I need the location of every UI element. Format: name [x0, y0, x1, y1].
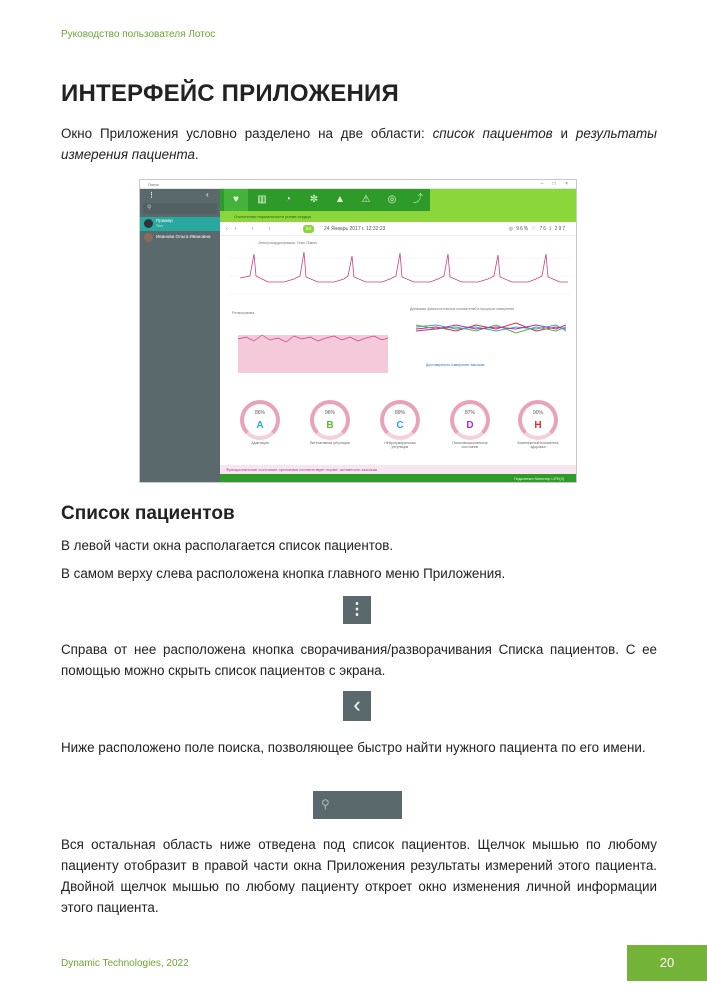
avatar [144, 233, 153, 242]
chevron-left-icon: ‹ [353, 692, 361, 717]
reliability-note: Достоверность измерения: высокая [426, 363, 485, 367]
collapse-list-button [343, 691, 371, 721]
patient-sub: Тест [156, 224, 164, 228]
patient-item[interactable] [140, 231, 220, 245]
gauge-b: 96% B Вегетативная регуляция [308, 400, 352, 445]
ecg-title: Электрокардиограмма. Темп 25мм/с [258, 241, 318, 245]
vitals-summary: ◎ 96% ♡ 76 ⟟ 297 [508, 226, 566, 232]
section-header: Отклонения нормальности ритма сердца [220, 211, 577, 222]
window-titlebar [140, 180, 577, 189]
gauge-d: 87% D Психоэмоциональное состояние [448, 400, 492, 449]
gauge-h: 90% H Комплексный показатель здоровья [516, 400, 560, 449]
trend-icon[interactable]: ⤴ [413, 194, 423, 205]
gauge-icon[interactable]: ◎ [387, 194, 397, 205]
app-statusbar: Подключен Монитор LIFE(4) [220, 474, 577, 483]
mountain-icon[interactable]: ▲ [335, 194, 345, 205]
section-title: ИНТЕРФЕЙС ПРИЛОЖЕНИЯ [61, 80, 399, 107]
footer-company: Dynamic Technologies, 2022 [61, 958, 189, 969]
rhythmogram-title: Ритмограмма [232, 311, 255, 315]
gauge-c: 89% C Нейрогуморальная регуляция [378, 400, 422, 449]
search-input[interactable] [143, 203, 217, 214]
nav-arrows[interactable]: ‹‹ ‹ › [226, 226, 278, 232]
patient-name: Пример [156, 218, 173, 223]
search-icon: ⚲ [147, 205, 152, 211]
gauge-a: 86% A Адаптация [238, 400, 282, 445]
avatar [144, 219, 153, 228]
patient-name: Иванова Ольга Ивановна [156, 234, 211, 239]
results-panel [220, 189, 577, 483]
results-toolbar [220, 189, 577, 211]
heart-icon[interactable]: ♥ [224, 189, 248, 211]
measurement-nav [220, 222, 577, 236]
paragraph: Ниже расположено поле поиска, позволяющее быстро найти нужного пациента по его имени. [61, 740, 646, 755]
pie-icon[interactable]: ◔ [284, 194, 292, 205]
bar-chart-icon[interactable]: ▥ [257, 194, 267, 205]
ecg-chart [230, 246, 570, 306]
flower-icon[interactable]: ✼ [309, 194, 319, 205]
status-message: Функциональное состояние организма соответствует норме, активность высокая [220, 465, 577, 474]
paragraph: В самом верху слева расположена кнопка главного меню Приложения. [61, 566, 506, 581]
dynamics-title: Динамика физиологических показателей в процессе измерения [410, 307, 515, 311]
search-field-sample [313, 791, 402, 819]
running-header: Руководство пользователя Лотос [61, 29, 216, 40]
warning-icon[interactable]: ⚠ [361, 194, 371, 205]
page-number: 20 [627, 945, 707, 981]
patient-list-panel [140, 189, 220, 483]
intro-paragraph: Окно Приложения условно разделено на две области: список пациентов и результаты измерения пациента. [61, 126, 657, 162]
paragraph: В левой части окна располагается список пациентов. [61, 538, 394, 553]
rhythmogram-chart [230, 317, 398, 377]
subsection-title: Список пациентов [61, 503, 235, 524]
menu-icon[interactable]: ⋮ [148, 192, 155, 199]
app-screenshot [139, 179, 577, 483]
menu-icon: ⋮ [349, 601, 365, 618]
patient-item[interactable] [140, 217, 220, 231]
paragraph: Вся остальная область ниже отведена под список пациентов. Щелчок мышью по любому пациенту отобразит в правой части окна Приложения результаты измерений этого пациента. Двойной щелчок мышью по любому пациенту откроет окно изменения личной информации этого пациента. [61, 837, 657, 915]
collapse-icon[interactable]: ‹ [206, 190, 209, 199]
search-icon: ⚲ [321, 797, 330, 811]
window-controls: – □ × [540, 181, 572, 187]
window-title: Лотос [148, 182, 159, 187]
day-badge: 54 [303, 225, 314, 233]
measurement-date: 24 Январь 2017 г. 12:32:23 [324, 226, 386, 232]
main-menu-button [343, 596, 371, 624]
paragraph: Справа от нее расположена кнопка сворачивания/разворачивания Списка пациентов. С ее помощью можно скрыть список пациентов с экрана. [61, 642, 657, 678]
